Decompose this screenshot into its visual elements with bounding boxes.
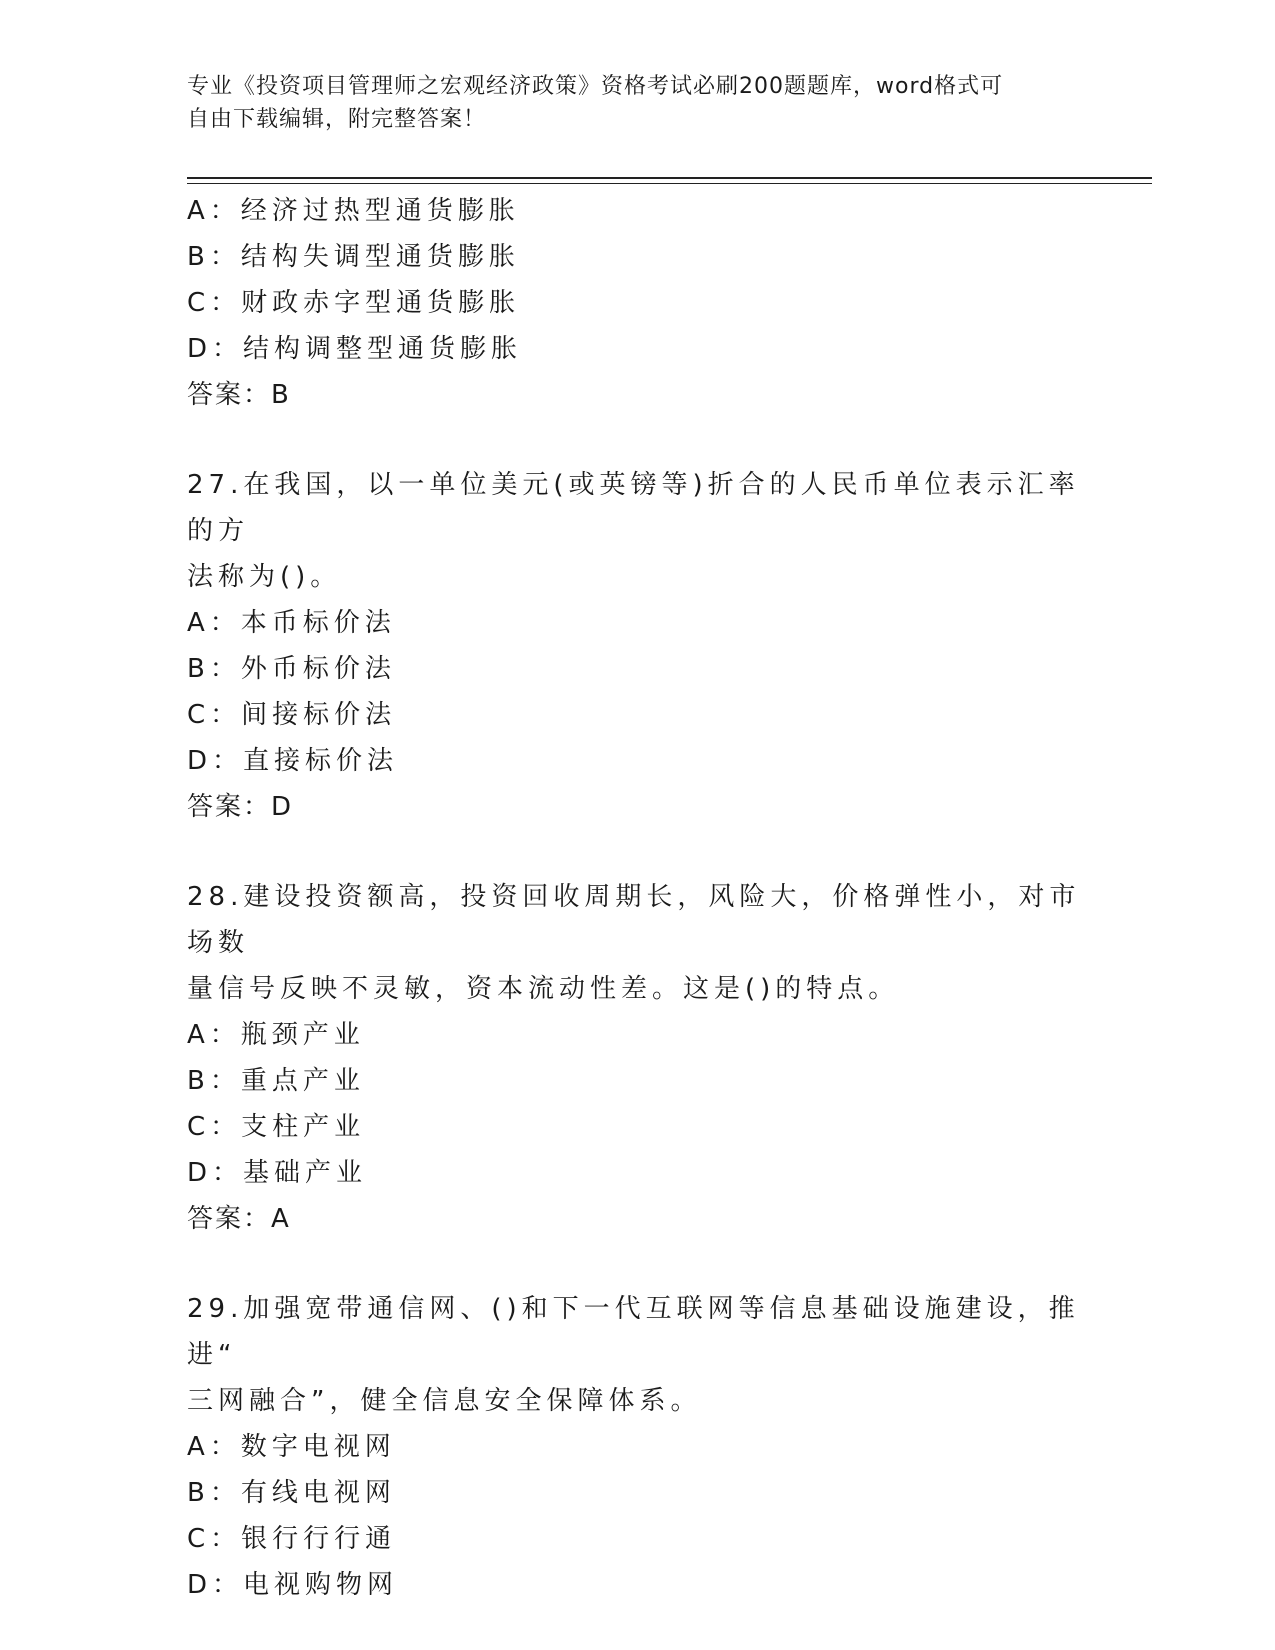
header-line-2: 自由下载编辑，附完整答案！	[187, 107, 487, 132]
header-line-1: 专业《投资项目管理师之宏观经济政策》资格考试必刷200题题库，word格式可	[187, 74, 1004, 99]
question-text-line-2: 三网融合”，健全信息安全保障体系。	[187, 1386, 702, 1416]
header-divider-thin	[187, 183, 1152, 184]
answer-line: 答案：D	[187, 792, 294, 822]
option-a: A：数字电视网	[187, 1432, 396, 1462]
document-body	[187, 188, 1087, 1608]
option-b: B：有线电视网	[187, 1478, 396, 1508]
option-a: A：瓶颈产业	[187, 1020, 365, 1050]
option-c: C：财政赤字型通货膨胀	[187, 288, 521, 318]
question-26-block	[187, 188, 1087, 418]
option-d: D：结构调整型通货膨胀	[187, 334, 523, 364]
option-b: B：外币标价法	[187, 654, 396, 684]
question-text-line-1: 27.在我国，以一单位美元(或英镑等)折合的人民币单位表示汇率的方	[187, 470, 1080, 546]
question-text-line-2: 法称为()。	[187, 562, 342, 592]
answer-line: 答案：B	[187, 380, 291, 410]
question-text-line-1: 28.建设投资额高，投资回收周期长，风险大，价格弹性小，对市场数	[187, 882, 1081, 958]
question-28	[187, 874, 1087, 1242]
option-b: B：重点产业	[187, 1066, 365, 1096]
answer-line: 答案：A	[187, 1204, 291, 1234]
option-d: D：电视购物网	[187, 1570, 399, 1600]
option-d: D：基础产业	[187, 1158, 368, 1188]
option-c: C：支柱产业	[187, 1112, 366, 1142]
option-a: A：本币标价法	[187, 608, 396, 638]
question-27	[187, 462, 1087, 830]
option-c: C：银行行行通	[187, 1524, 397, 1554]
question-29	[187, 1286, 1087, 1608]
option-d: D：直接标价法	[187, 746, 399, 776]
option-b: B：结构失调型通货膨胀	[187, 242, 520, 272]
header-divider-thick	[187, 177, 1152, 179]
question-text-line-1: 29.加强宽带通信网、()和下一代互联网等信息基础设施建设，推进“	[187, 1294, 1080, 1370]
option-a: A：经济过热型通货膨胀	[187, 196, 520, 226]
document-header	[187, 70, 1067, 136]
option-c: C：间接标价法	[187, 700, 397, 730]
question-text-line-2: 量信号反映不灵敏，资本流动性差。这是()的特点。	[187, 974, 900, 1004]
